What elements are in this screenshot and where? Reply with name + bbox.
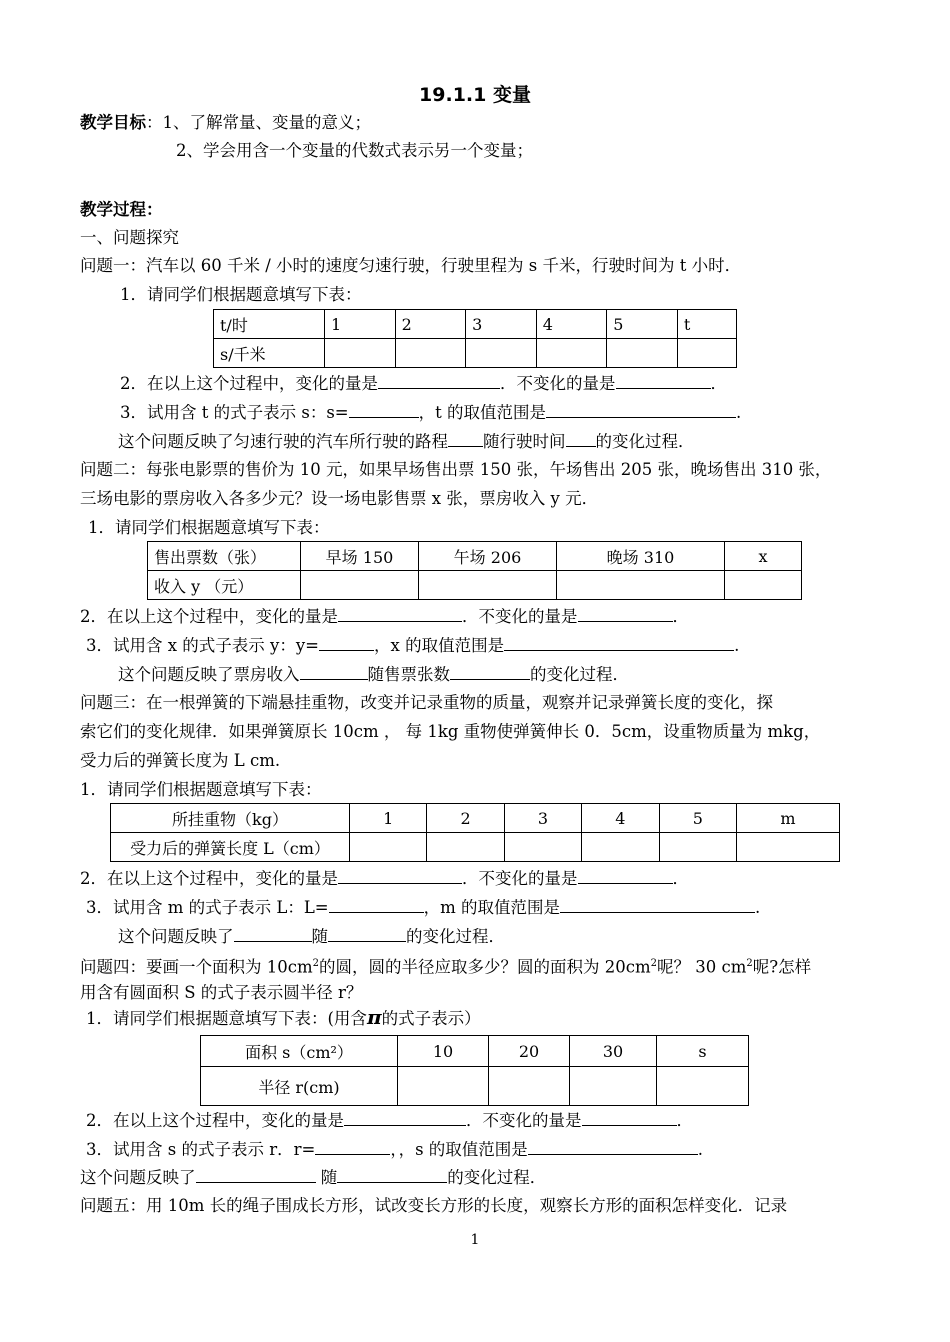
table-row (214, 339, 737, 368)
table-cell: m (737, 804, 840, 833)
answer-cell[interactable] (725, 571, 802, 600)
problem-3-fill-instruction: 1．请同学们根据题意填写下表： (80, 780, 322, 799)
answer-blank[interactable] (378, 370, 500, 389)
table-cell: 4 (582, 804, 659, 833)
table-cell: 收入 y （元） (148, 571, 301, 600)
table-cell: 2 (395, 310, 466, 339)
problem-2-question-2: 2．在以上这个过程中，变化的量是 ．不变化的量是 ． (80, 603, 689, 629)
answer-cell[interactable] (466, 339, 537, 368)
problem-4-question-2: 2．在以上这个过程中，变化的量是 ．不变化的量是 ． (86, 1107, 693, 1133)
problem-2-text-2: 三场电影的票房收入各多少元？设一场电影售票 x 张，票房收入 y 元． (80, 489, 599, 508)
answer-blank[interactable] (328, 923, 406, 942)
problem-4-reflection: 这个问题反映了 随 的变化过程． (80, 1164, 546, 1190)
table-row (201, 1067, 749, 1106)
table-cell: 2 (427, 804, 504, 833)
problem-1-fill-instruction: 1．请同学们根据题意填写下表： (120, 285, 362, 304)
table-cell: 5 (659, 804, 736, 833)
answer-cell[interactable] (504, 833, 581, 862)
answer-blank[interactable] (234, 923, 312, 942)
problem-3-question-3: 3．试用含 m 的式子表示 L：L= ，m 的取值范围是 . (86, 894, 760, 920)
table-cell: 3 (466, 310, 537, 339)
answer-cell[interactable] (607, 339, 678, 368)
problem-5-text-1: 问题五：用 10m 长的绳子围成长方形，试改变长方形的长度，观察长方形的面积怎样变化．记录 (80, 1196, 788, 1215)
answer-blank[interactable] (300, 661, 368, 680)
table-row (111, 833, 840, 862)
problem-2-reflection: 这个问题反映了票房收入 随售票张数 的变化过程． (118, 661, 629, 687)
table-cell: x (725, 542, 802, 571)
answer-blank[interactable] (448, 428, 483, 447)
goals-label: 教学目标 (80, 113, 146, 132)
table-row (148, 542, 802, 571)
problem-3-text-3: 受力后的弹簧长度为 L cm. (80, 751, 281, 770)
answer-blank[interactable] (582, 1107, 677, 1126)
problem-3-reflection: 这个问题反映了 随 的变化过程． (118, 923, 505, 949)
section-heading: 一、问题探究 (80, 228, 179, 247)
answer-cell[interactable] (570, 1067, 657, 1106)
answer-blank[interactable] (337, 1164, 447, 1183)
problem-3-table (110, 803, 840, 862)
table-cell: 受力后的弹簧长度 L（cm） (111, 833, 350, 862)
answer-blank[interactable] (450, 661, 530, 680)
page-title: 19.1.1 变量 (419, 84, 531, 106)
answer-blank[interactable] (338, 865, 462, 884)
answer-blank[interactable] (616, 370, 711, 389)
answer-blank[interactable] (566, 428, 596, 447)
problem-4-text-1: 问题四：要画一个面积为 $10cm^2$的圆，圆的半径应取多少？圆的面积为 $20cm^2$呢？ 30 $cm^2$呢?怎样 (80, 957, 812, 977)
answer-blank[interactable] (578, 603, 673, 622)
problem-4-fill-instruction: 1．请同学们根据题意填写下表：(用含π的式子表示） (86, 1005, 481, 1029)
table-cell: 1 (350, 804, 427, 833)
table-cell: 1 (325, 310, 396, 339)
answer-cell[interactable] (677, 339, 736, 368)
answer-blank[interactable] (196, 1164, 316, 1183)
page-number: 1 (470, 1232, 480, 1248)
answer-cell[interactable] (350, 833, 427, 862)
answer-cell[interactable] (427, 833, 504, 862)
goals-line-2: 2、学会用含一个变量的代数式表示另一个变量； (176, 141, 533, 160)
answer-cell[interactable] (582, 833, 659, 862)
problem-1-text: 问题一：汽车以 60 千米 / 小时的速度匀速行驶，行驶里程为 s 千米，行驶时间为 t 小时． (80, 256, 742, 275)
answer-blank[interactable] (349, 399, 419, 418)
table-cell: t/时 (214, 310, 325, 339)
table-cell: 所挂重物（kg） (111, 804, 350, 833)
pi-symbol: π (366, 1005, 382, 1029)
answer-cell[interactable] (301, 571, 419, 600)
table-cell: 午场 206 (419, 542, 557, 571)
problem-2-table (147, 541, 802, 600)
answer-blank[interactable] (329, 894, 424, 913)
answer-cell[interactable] (489, 1067, 570, 1106)
answer-cell[interactable] (419, 571, 557, 600)
answer-cell[interactable] (737, 833, 840, 862)
problem-2-text-1: 问题二：每张电影票的售价为 10 元，如果早场售出票 150 张，午场售出 205 张，晚场售出 310 张， (80, 460, 832, 479)
answer-blank[interactable] (315, 1136, 390, 1155)
problem-1-question-3: 3．试用含 t 的式子表示 s：s= ，t 的取值范围是 . (120, 399, 741, 425)
table-cell: 早场 150 (301, 542, 419, 571)
answer-blank[interactable] (338, 603, 462, 622)
answer-blank[interactable] (528, 1136, 698, 1155)
table-cell: 3 (504, 804, 581, 833)
table-cell: t (677, 310, 736, 339)
table-cell: 售出票数（张） (148, 542, 301, 571)
problem-2-fill-instruction: 1．请同学们根据题意填写下表： (88, 518, 330, 537)
answer-cell[interactable] (557, 571, 725, 600)
table-row (148, 571, 802, 600)
table-row (111, 804, 840, 833)
process-label: 教学过程： (80, 200, 163, 219)
table-cell: 30 (570, 1036, 657, 1067)
answer-cell[interactable] (659, 833, 736, 862)
answer-blank[interactable] (319, 632, 374, 651)
table-row (201, 1036, 749, 1067)
answer-cell[interactable] (536, 339, 607, 368)
table-cell: 4 (536, 310, 607, 339)
problem-2-question-3: 3．试用含 x 的式子表示 y：y= ，x 的取值范围是 . (86, 632, 739, 658)
table-cell: 20 (489, 1036, 570, 1067)
answer-blank[interactable] (504, 632, 734, 651)
problem-4-table (200, 1035, 749, 1106)
answer-blank[interactable] (578, 865, 673, 884)
table-row (214, 310, 737, 339)
table-cell: s/千米 (214, 339, 325, 368)
answer-cell[interactable] (395, 339, 466, 368)
problem-1-table (213, 309, 737, 368)
answer-blank[interactable] (344, 1107, 466, 1126)
problem-3-question-2: 2．在以上这个过程中，变化的量是 ．不变化的量是 ． (80, 865, 689, 891)
answer-blank[interactable] (546, 399, 736, 418)
problem-1-reflection: 这个问题反映了匀速行驶的汽车所行驶的路程 随行驶时间 的变化过程． (118, 428, 695, 454)
table-cell: 5 (607, 310, 678, 339)
table-cell: s (657, 1036, 749, 1067)
table-cell: 半径 r(cm) (201, 1067, 398, 1106)
table-cell: 晚场 310 (557, 542, 725, 571)
problem-1-question-2: 2．在以上这个过程中，变化的量是 ．不变化的量是 ． (120, 370, 727, 396)
answer-cell[interactable] (657, 1067, 749, 1106)
table-cell: 10 (398, 1036, 489, 1067)
problem-3-text-1: 问题三：在一根弹簧的下端悬挂重物，改变并记录重物的质量，观察并记录弹簧长度的变化，探 (80, 693, 773, 712)
table-cell: 面积 s（cm²） (201, 1036, 398, 1067)
answer-cell[interactable] (398, 1067, 489, 1106)
answer-cell[interactable] (325, 339, 396, 368)
problem-4-question-3: 3．试用含 s 的式子表示 r．r= ，，s 的取值范围是 . (86, 1136, 703, 1162)
problem-3-text-2: 索它们的变化规律．如果弹簧原长 10cm ， 每 1kg 重物使弹簧伸长 0．5cm，设重物质量为 mkg， (80, 722, 821, 741)
answer-blank[interactable] (560, 894, 755, 913)
problem-4-text-2: 用含有圆面积 S 的式子表示圆半径 r？ (80, 983, 363, 1002)
goals-line-1: 教学目标：1、了解常量、变量的意义； (80, 113, 371, 132)
